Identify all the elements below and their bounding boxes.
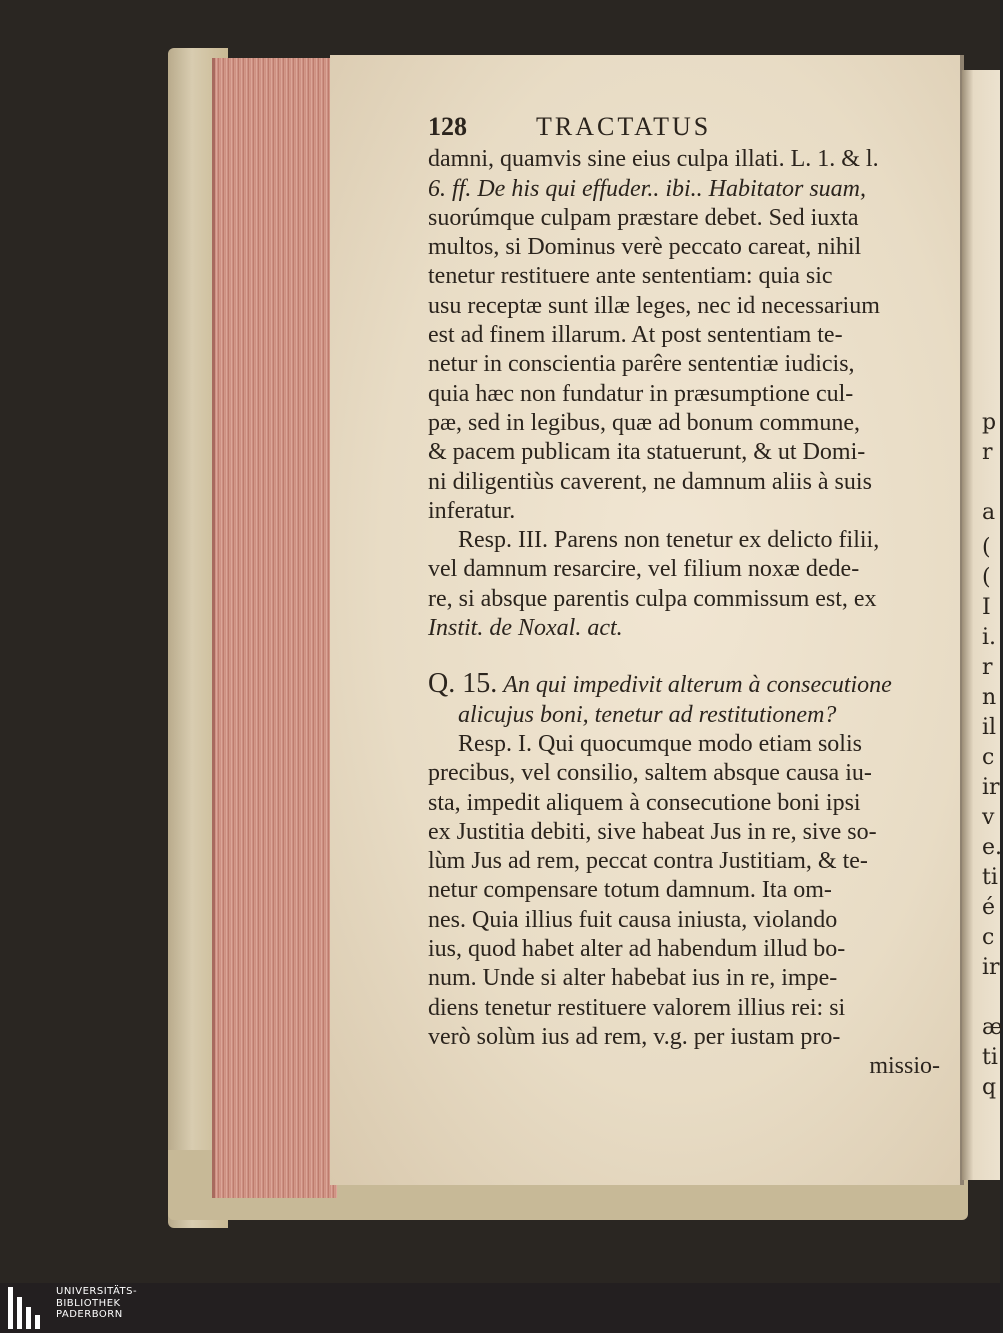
right-page-fragment: [962, 70, 1003, 1180]
running-head: [428, 112, 958, 141]
next-page-char: ir: [982, 955, 1000, 980]
text-line: ni diligentiùs caverent, ne damnum aliis à suis: [428, 468, 872, 495]
next-page-char: ir: [982, 775, 1000, 800]
resp1-line: num. Unde si alter habebat ius in re, impe-: [428, 965, 838, 992]
question-line-1: An qui impedivit alterum à consecutione: [503, 672, 892, 699]
next-page-char: é: [982, 895, 996, 920]
text-line: tenetur restituere ante sententiam: quia sic: [428, 263, 833, 290]
resp1-line: sta, impedit aliquem à consecutione boni ipsi: [428, 789, 861, 816]
resp1-line: lùm Jus ad rem, peccat contra Justitiam, & te-: [428, 848, 868, 875]
text-line: pæ, sed in legibus, quæ ad bonum commune,: [428, 409, 860, 436]
next-page-char: c: [982, 745, 995, 770]
resp3-line: vel damnum resarcire, vel filium noxæ dede-: [428, 556, 860, 583]
question-heading: [428, 669, 958, 700]
next-page-char: c: [982, 925, 995, 950]
question-line-2: alicujus boni, tenetur ad restitutionem?: [458, 701, 837, 728]
next-page-char: il: [982, 715, 997, 740]
text-line: usu receptæ sunt illæ leges, nec id necessarium: [428, 292, 880, 319]
next-page-char: n: [982, 685, 997, 710]
text-line: inferatur.: [428, 497, 516, 524]
question-label: Q. 15.: [428, 668, 498, 700]
library-logo-icon: [8, 1285, 48, 1331]
library-line-3: PADERBORN: [56, 1309, 123, 1320]
resp1-line: diens tenetur restituere valorem illius rei: si: [428, 994, 846, 1021]
next-page-char: I: [982, 595, 991, 620]
next-page-char: r: [982, 655, 993, 680]
library-line-2: BIBLIOTHEK: [56, 1297, 121, 1309]
text-line: quia hæc non fundatur in præsumptione cul-: [428, 380, 854, 407]
resp1-line: ius, quod habet alter ad habendum illud bo-: [428, 936, 846, 963]
text-line: 6. ff. De his qui effuder.. ibi.. Habitator suam,: [428, 175, 866, 202]
next-page-char: i.: [982, 625, 997, 650]
next-page-char: q: [982, 1075, 997, 1100]
text-line: multos, si Dominus verè peccato careat, nihil: [428, 234, 862, 261]
page-text: [428, 112, 958, 1082]
library-line-1: UNIVERSITÄTS-: [56, 1286, 138, 1297]
resp1-line: Resp. I. Qui quocumque modo etiam solis: [458, 730, 862, 757]
resp3-line: re, si absque parentis culpa commissum est, ex: [428, 585, 877, 612]
resp1-line: netur compensare totum damnum. Ita om-: [428, 877, 832, 904]
page-number: 128: [428, 112, 467, 141]
next-page-char: (: [982, 565, 991, 590]
text-line: suorúmque culpam præstare debet. Sed iuxta: [428, 204, 859, 231]
next-page-char: e.: [982, 835, 1003, 860]
library-name: [56, 1286, 137, 1321]
catchword: missio-: [869, 1053, 940, 1080]
page-edges: [212, 58, 337, 1198]
resp1-line: nes. Quia illius fuit causa iniusta, violando: [428, 906, 838, 933]
next-page-char: p: [982, 410, 997, 435]
next-page-char: (: [982, 535, 991, 560]
text-line: & pacem publicam ita statuerunt, & ut Domi-: [428, 439, 866, 466]
next-page-char: æ: [982, 1015, 1003, 1040]
next-page-char: v: [982, 805, 995, 830]
library-footer: [0, 1283, 1000, 1333]
resp1-line: precibus, vel consilio, saltem absque causa iu-: [428, 760, 872, 787]
resp1-line: ex Justitia debiti, sive habeat Jus in re, sive so-: [428, 818, 877, 845]
resp3-line: Resp. III. Parens non tenetur ex delicto filii,: [458, 527, 880, 554]
next-page-char: r: [982, 440, 993, 465]
next-page-char: a: [982, 500, 996, 525]
text-line: damni, quamvis sine eius culpa illati. L. 1. & l.: [428, 146, 879, 173]
resp1-line: verò solùm ius ad rem, v.g. per iustam pro-: [428, 1023, 841, 1050]
text-line: netur in conscientia parêre sententiæ iudicis,: [428, 351, 855, 378]
running-title: TRACTATUS: [536, 112, 712, 141]
next-page-char: ti: [982, 865, 998, 890]
next-page-char: ti: [982, 1045, 998, 1070]
resp3-line: Instit. de Noxal. act.: [428, 615, 623, 642]
text-line: est ad finem illarum. At post sententiam te-: [428, 322, 843, 349]
